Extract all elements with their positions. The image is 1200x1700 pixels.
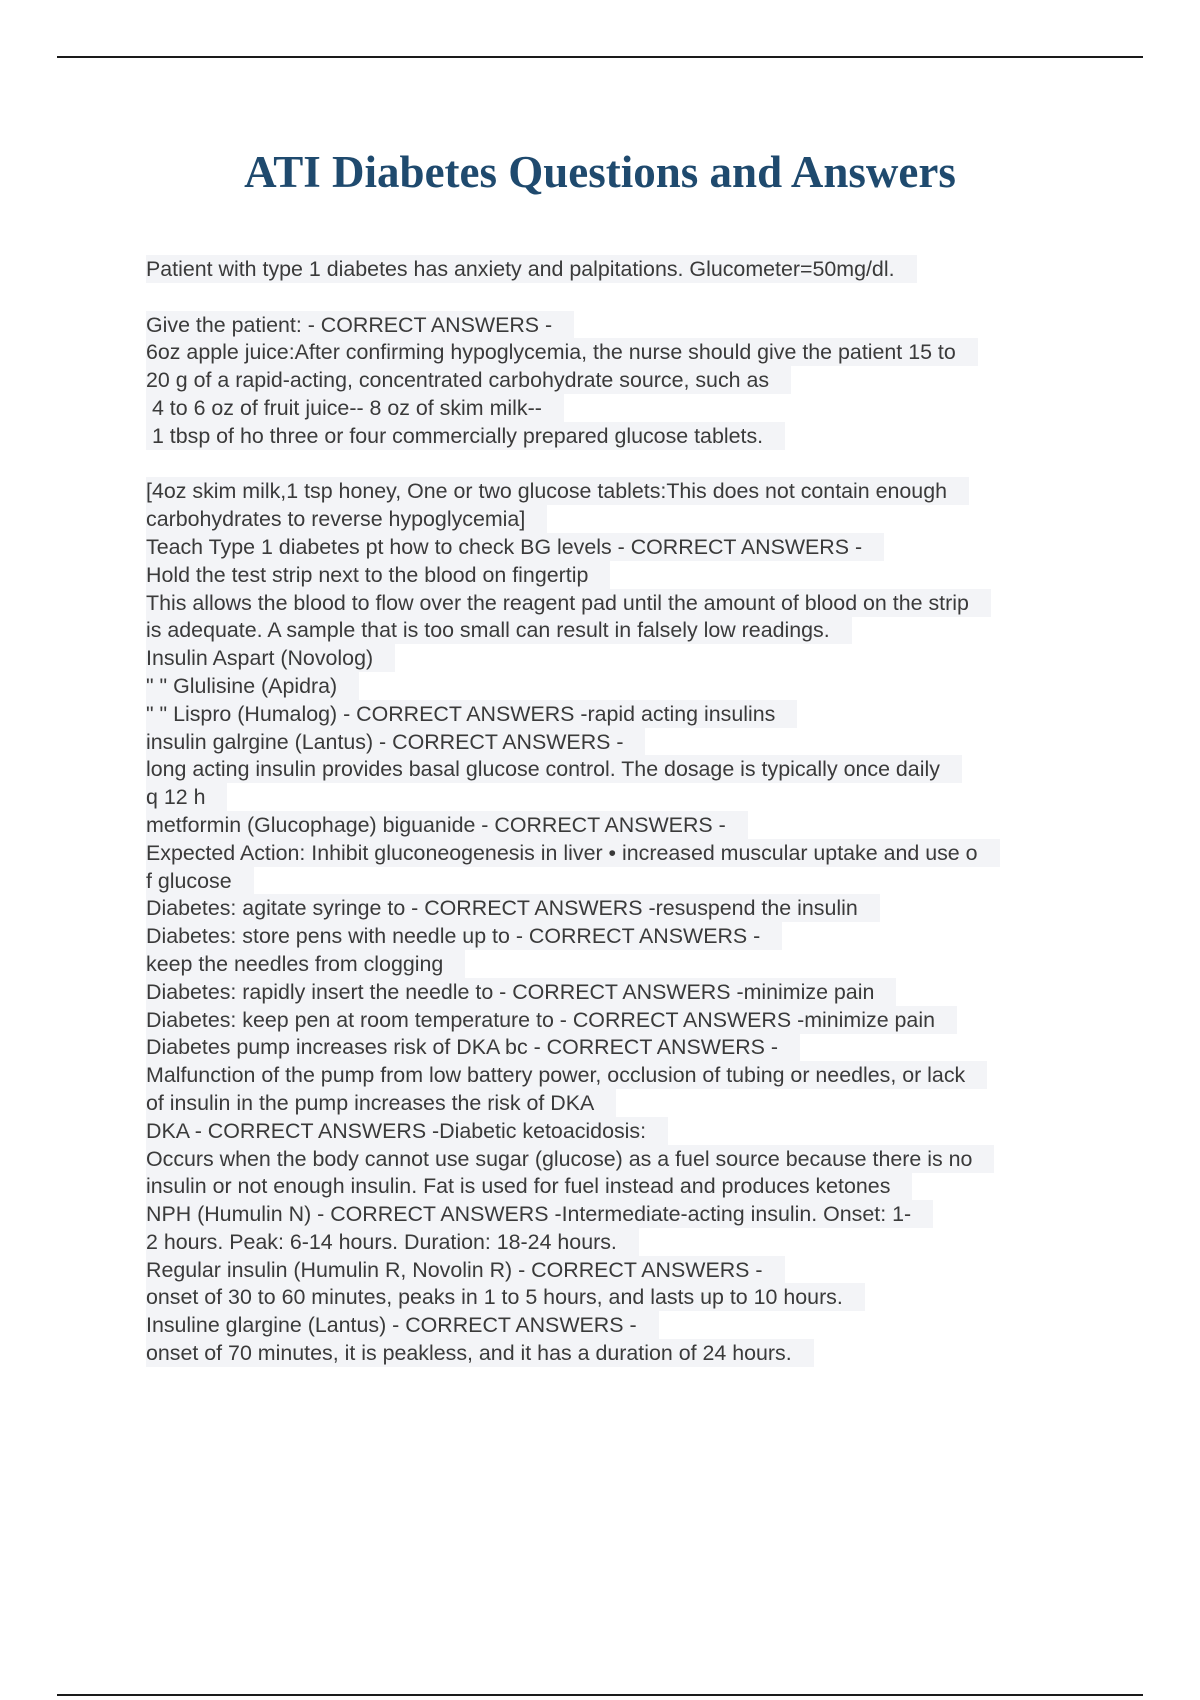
- text-line-content: Insulin Aspart (Novolog): [146, 644, 395, 672]
- text-line-content: Give the patient: - CORRECT ANSWERS -: [146, 311, 574, 339]
- text-line: [146, 1173, 1106, 1201]
- text-line-content: Diabetes: keep pen at room temperature to - CORRECT ANSWERS -minimize pain: [146, 1006, 957, 1034]
- text-line: [146, 367, 1106, 395]
- text-line-content: NPH (Humulin N) - CORRECT ANSWERS -Intermediate-acting insulin. Onset: 1-: [146, 1200, 933, 1228]
- text-line-content: Patient with type 1 diabetes has anxiety and palpitations. Glucometer=50mg/dl.: [146, 255, 917, 283]
- text-line: [146, 256, 1106, 284]
- text-line-content: keep the needles from clogging: [146, 950, 465, 978]
- text-line-content: Diabetes: store pens with needle up to - CORRECT ANSWERS -: [146, 922, 782, 950]
- text-line: [146, 1118, 1106, 1146]
- text-line: [146, 645, 1106, 673]
- text-line-content: 20 g of a rapid-acting, concentrated carbohydrate source, such as: [146, 366, 791, 394]
- text-line: [146, 756, 1106, 784]
- text-line: [146, 729, 1106, 757]
- text-line: [146, 423, 1106, 451]
- text-line: [146, 868, 1106, 896]
- text-line: [146, 701, 1106, 729]
- text-line-content: 6oz apple juice:After confirming hypoglycemia, the nurse should give the patient 15 to: [146, 338, 978, 366]
- text-line: [146, 1284, 1106, 1312]
- page-title: ATI Diabetes Questions and Answers: [244, 147, 956, 197]
- text-line: [146, 617, 1106, 645]
- text-line: [146, 590, 1106, 618]
- text-line: [146, 673, 1106, 701]
- text-line-content: Hold the test strip next to the blood on fingertip: [146, 561, 610, 589]
- text-line-content: Occurs when the body cannot use sugar (glucose) as a fuel source because there is no: [146, 1145, 994, 1173]
- text-line-content: [4oz skim milk,1 tsp honey, One or two glucose tablets:This does not contain enough: [146, 477, 969, 505]
- text-line-content: Regular insulin (Humulin R, Novolin R) - CORRECT ANSWERS -: [146, 1256, 785, 1284]
- text-line-content: q 12 h: [146, 783, 227, 811]
- blank-line: [146, 451, 1106, 479]
- text-line: [146, 812, 1106, 840]
- text-line: [146, 339, 1106, 367]
- text-line-content: 2 hours. Peak: 6-14 hours. Duration: 18-24 hours.: [146, 1228, 639, 1256]
- text-line-content: " " Lispro (Humalog) - CORRECT ANSWERS -rapid acting insulins: [146, 700, 797, 728]
- text-line: [146, 895, 1106, 923]
- text-line-content: Expected Action: Inhibit gluconeogenesis in liver • increased muscular uptake and use o: [146, 839, 1000, 867]
- text-line: [146, 534, 1106, 562]
- text-line: [146, 1229, 1106, 1257]
- text-line: [146, 1340, 1106, 1368]
- text-line-content: 1 tbsp of ho three or four commercially prepared glucose tablets.: [146, 422, 785, 450]
- text-line-content: of insulin in the pump increases the risk of DKA: [146, 1089, 616, 1117]
- text-line-content: Diabetes: rapidly insert the needle to - CORRECT ANSWERS -minimize pain: [146, 978, 896, 1006]
- text-line-content: long acting insulin provides basal glucose control. The dosage is typically once daily: [146, 755, 962, 783]
- text-line: [146, 951, 1106, 979]
- text-line-content: is adequate. A sample that is too small can result in falsely low readings.: [146, 616, 852, 644]
- text-line: [146, 1062, 1106, 1090]
- text-line-content: Malfunction of the pump from low battery power, occlusion of tubing or needles, or lack: [146, 1061, 987, 1089]
- text-line: [146, 1146, 1106, 1174]
- text-line: [146, 562, 1106, 590]
- text-line: [146, 979, 1106, 1007]
- text-line-content: metformin (Glucophage) biguanide - CORRECT ANSWERS -: [146, 811, 748, 839]
- text-line-content: DKA - CORRECT ANSWERS -Diabetic ketoacidosis:: [146, 1117, 668, 1145]
- text-line: [146, 312, 1106, 340]
- blank-line: [146, 284, 1106, 312]
- text-line-content: This allows the blood to flow over the reagent pad until the amount of blood on the strip: [146, 589, 991, 617]
- text-line-content: onset of 30 to 60 minutes, peaks in 1 to 5 hours, and lasts up to 10 hours.: [146, 1283, 865, 1311]
- text-line-content: 4 to 6 oz of fruit juice-- 8 oz of skim milk--: [146, 394, 564, 422]
- text-line: [146, 395, 1106, 423]
- text-line-content: Diabetes pump increases risk of DKA bc - CORRECT ANSWERS -: [146, 1033, 800, 1061]
- text-line: [146, 1090, 1106, 1118]
- text-line: [146, 840, 1106, 868]
- text-line: [146, 1034, 1106, 1062]
- text-line: [146, 1201, 1106, 1229]
- text-line-content: Diabetes: agitate syringe to - CORRECT ANSWERS -resuspend the insulin: [146, 894, 880, 922]
- text-line: [146, 1257, 1106, 1285]
- text-line: [146, 923, 1106, 951]
- text-line: [146, 1312, 1106, 1340]
- text-line-content: " " Glulisine (Apidra): [146, 672, 359, 700]
- text-line-content: insulin galrgine (Lantus) - CORRECT ANSWERS -: [146, 728, 645, 756]
- text-line: [146, 506, 1106, 534]
- bottom-rule: [57, 1694, 1143, 1696]
- text-line: [146, 1007, 1106, 1035]
- document-body: [146, 256, 1106, 1368]
- text-line-content: Insuline glargine (Lantus) - CORRECT ANSWERS -: [146, 1311, 659, 1339]
- text-line-content: insulin or not enough insulin. Fat is used for fuel instead and produces ketones: [146, 1172, 912, 1200]
- text-line: [146, 478, 1106, 506]
- text-line-content: onset of 70 minutes, it is peakless, and it has a duration of 24 hours.: [146, 1339, 814, 1367]
- text-line-content: Teach Type 1 diabetes pt how to check BG levels - CORRECT ANSWERS -: [146, 533, 884, 561]
- text-line: [146, 784, 1106, 812]
- text-line-content: f glucose: [146, 867, 254, 895]
- top-rule: [57, 56, 1143, 58]
- text-line-content: carbohydrates to reverse hypoglycemia]: [146, 505, 547, 533]
